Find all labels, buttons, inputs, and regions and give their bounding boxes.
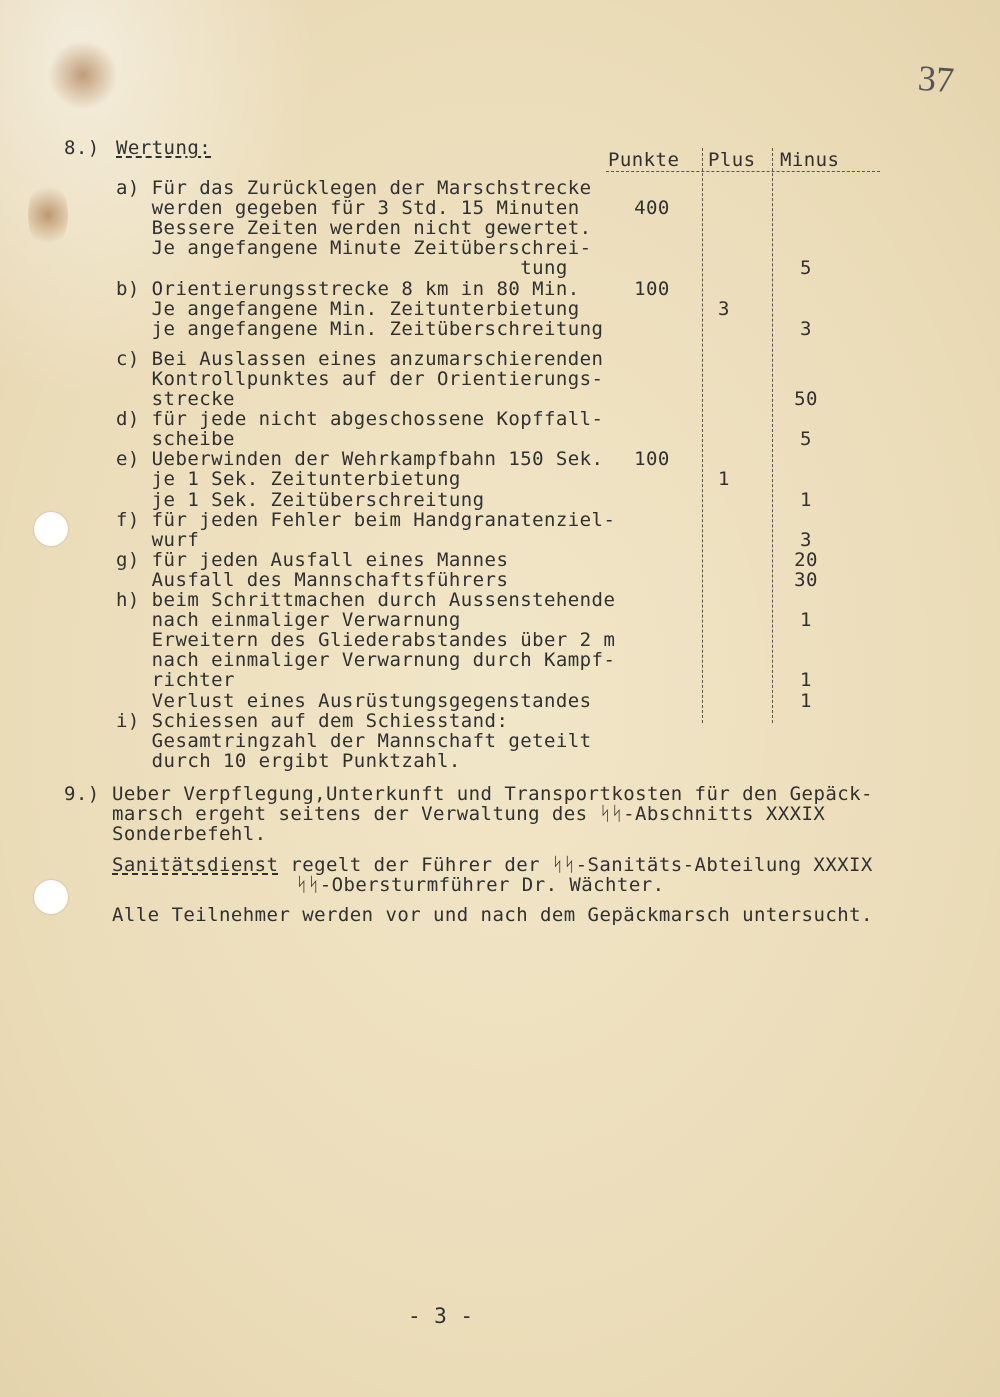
sanitaet-text: regelt der Führer der ᛋᛋ-Sanitäts-Abteilung XXXIX: [278, 854, 873, 876]
row-minus: 1: [800, 689, 812, 712]
row-text: nach einmaliger Verwarnung: [116, 609, 461, 632]
punch-hole: [34, 880, 68, 914]
text-line: Ueber Verpflegung,Unterkunft und Transportkosten für den Gepäck-: [112, 783, 873, 805]
row-plus: 1: [718, 468, 730, 491]
row-text: d) für jede nicht abgeschossene Kopffall-: [116, 408, 604, 431]
row-text: Kontrollpunktes auf der Orientierungs-: [116, 367, 604, 390]
row-text: je angefangene Min. Zeitüberschreitung: [116, 317, 604, 340]
row-text: Je angefangene Min. Zeitunterbietung: [116, 297, 580, 320]
row-text: wurf: [116, 528, 200, 551]
header-plus: Plus: [708, 149, 756, 171]
row-minus: 1: [800, 669, 812, 692]
row-text: nach einmaliger Verwarnung durch Kampf-: [116, 649, 616, 672]
row-minus: 1: [800, 488, 812, 511]
row-minus: 5: [800, 428, 812, 451]
header-points: Punkte: [608, 149, 680, 171]
footer-page-number: - 3 -: [408, 1304, 474, 1328]
row-text: werden gegeben für 3 Std. 15 Minuten: [116, 197, 580, 220]
row-minus: 1: [800, 609, 812, 632]
sanitaet-label: Sanitätsdienst: [112, 854, 279, 876]
row-text: je 1 Sek. Zeitunterbietung: [116, 468, 461, 491]
text-line: marsch ergeht seitens der Verwaltung des ᛋᛋ-Abschnitts XXXIX: [112, 803, 826, 825]
text-line: ᛋᛋ-Obersturmführer Dr. Wächter.: [296, 874, 665, 896]
burn-stain: [48, 40, 118, 110]
final-line: Alle Teilnehmer werden vor und nach dem Gepäckmarsch untersucht.: [112, 904, 873, 926]
header-minus: Minus: [780, 149, 840, 171]
row-minus: 5: [800, 257, 812, 280]
header-underline: [606, 171, 880, 172]
row-text: b) Orientierungsstrecke 8 km in 80 Min.: [116, 277, 580, 300]
row-points: 100: [634, 277, 670, 300]
row-text: h) beim Schrittmachen durch Aussenstehende: [116, 589, 616, 611]
row-text: richter: [116, 669, 235, 692]
row-text: f) für jeden Fehler beim Handgranatenziel-: [116, 508, 616, 531]
punch-hole: [34, 512, 68, 546]
row-text: Ausfall des Mannschaftsführers: [116, 568, 509, 591]
row-text: i) Schiessen auf dem Schiesstand:: [116, 709, 509, 732]
column-divider: [772, 148, 773, 723]
row-text: tung: [116, 257, 568, 280]
section-number: 8.): [64, 137, 100, 159]
row-points: 100: [634, 448, 670, 471]
section-title: Wertung:: [116, 137, 212, 159]
column-divider: [702, 148, 703, 723]
row-text: e) Ueberwinden der Wehrkampfbahn 150 Sek.: [116, 448, 604, 471]
row-text: c) Bei Auslassen eines anzumarschierenden: [116, 347, 604, 370]
row-points: 400: [634, 197, 670, 220]
row-text: Je angefangene Minute Zeitüberschrei-: [116, 237, 592, 260]
burn-stain: [28, 180, 68, 250]
row-text: je 1 Sek. Zeitüberschreitung: [116, 488, 485, 511]
row-text: Bessere Zeiten werden nicht gewertet.: [116, 217, 592, 240]
row-text: scheibe: [116, 428, 235, 451]
sanitaet-block: [112, 855, 873, 875]
row-plus: 3: [718, 297, 730, 320]
row-text: g) für jeden Ausfall eines Mannes: [116, 548, 509, 571]
row-minus: 50: [794, 388, 818, 410]
row-minus: 20: [794, 548, 818, 571]
row-text: Verlust eines Ausrüstungsgegenstandes: [116, 689, 592, 712]
row-text: durch 10 ergibt Punktzahl.: [116, 749, 461, 772]
row-text: Gesamtringzahl der Mannschaft geteilt: [116, 729, 592, 752]
row-text: strecke: [116, 388, 235, 410]
text-line: Sonderbefehl.: [112, 823, 267, 845]
row-minus: 30: [794, 568, 818, 591]
row-text: a) Für das Zurücklegen der Marschstrecke: [116, 177, 592, 199]
row-minus: 3: [800, 317, 812, 340]
row-minus: 3: [800, 528, 812, 551]
handwritten-page-number: 37: [916, 57, 956, 101]
section-number: 9.): [64, 783, 100, 805]
row-text: Erweitern des Gliederabstandes über 2 m: [116, 629, 616, 652]
